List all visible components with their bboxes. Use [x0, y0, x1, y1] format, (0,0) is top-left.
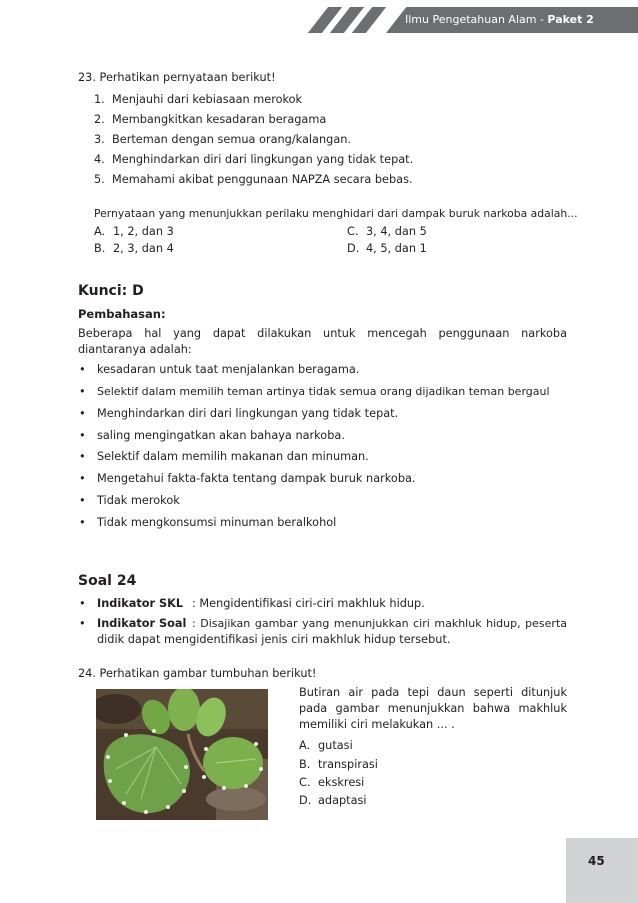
indikator-skl-label: Indikator SKL — [97, 597, 184, 610]
bullet-dot: • — [79, 516, 86, 529]
bullet-dot: • — [79, 429, 86, 442]
discussion-intro: Beberapa hal yang dapat dilakukan untuk mencegah penggunaan narkoba diantaranya adalah: — [78, 327, 567, 356]
q23-prompt: 23. Perhatikan pernyataan berikut! — [78, 71, 276, 84]
q23-option-letter: A. — [94, 225, 106, 238]
bullet-dot: • — [79, 597, 86, 610]
bullet-dot: • — [79, 407, 86, 420]
leaf-illustration — [96, 689, 268, 820]
indikator-soal-text: : Disajikan gambar yang menunjukkan ciri makhluk hidup, peserta — [192, 617, 567, 630]
bullet-dot: • — [79, 385, 86, 398]
page-number: 45 — [588, 854, 605, 868]
page-number-box — [566, 838, 638, 903]
discussion-bullet: Selektif dalam memilih teman artinya tidak semua orang dijadikan teman bergaul — [97, 385, 550, 398]
answer-key: Kunci: D — [78, 283, 144, 299]
q24-option-b: transpirasi — [318, 758, 378, 771]
q23-question: Pernyataan yang menunjukkan perilaku menghidari dari dampak buruk narkoba adalah... — [94, 207, 578, 220]
soal-24-title: Soal 24 — [78, 573, 137, 589]
q23-option-letter: B. — [94, 242, 106, 255]
indikator-soal-label: Indikator Soal — [97, 617, 187, 630]
header-package: Paket 2 — [547, 13, 594, 26]
bullet-dot: • — [79, 363, 86, 376]
q23-statement-num: 1. — [94, 93, 105, 106]
q24-option-c: ekskresi — [318, 776, 365, 789]
bullet-dot: • — [79, 450, 86, 463]
q24-option-d: adaptasi — [318, 794, 367, 807]
q24-option-letter: A. — [299, 739, 311, 752]
q23-statement: Berteman dengan semua orang/kalangan. — [112, 133, 351, 146]
q23-option-letter: C. — [347, 225, 359, 238]
q23-option-a: 1, 2, dan 3 — [113, 225, 174, 238]
discussion-title: Pembahasan: — [78, 307, 166, 321]
q23-option-d: 4, 5, dan 1 — [366, 242, 427, 255]
q23-statement: Menjauhi dari kebiasaan merokok — [112, 93, 303, 106]
q24-question: Butiran air pada tepi daun seperti ditunjuk pada gambar menunjukkan bahwa makhluk memiliki ciri melakukan ... . — [299, 686, 567, 731]
header-title — [405, 13, 594, 26]
discussion-bullet: Menghindarkan diri dari lingkungan yang tidak tepat. — [97, 407, 399, 420]
plant-photo — [96, 689, 268, 820]
discussion-bullet: Selektif dalam memilih makanan dan minuman. — [97, 450, 369, 463]
discussion-bullet: saling mengingatkan akan bahaya narkoba. — [97, 429, 345, 442]
q23-statement: Membangkitkan kesadaran beragama — [112, 113, 327, 126]
q24-option-a: gutasi — [318, 739, 353, 752]
q24-option-letter: D. — [299, 794, 312, 807]
q23-statement-num: 3. — [94, 133, 105, 146]
discussion-bullet: Tidak merokok — [97, 494, 180, 507]
q23-statement-num: 2. — [94, 113, 105, 126]
bullet-dot: • — [79, 472, 86, 485]
q24-option-letter: C. — [299, 776, 311, 789]
indikator-soal-continuation: didik dapat mengidentifikasi jenis ciri makhluk hidup tersebut. — [97, 633, 451, 646]
q24-prompt: 24. Perhatikan gambar tumbuhan berikut! — [78, 667, 317, 680]
q24-option-letter: B. — [299, 758, 311, 771]
header-subject: Ilmu Pengetahuan Alam - — [405, 13, 548, 26]
discussion-bullet: kesadaran untuk taat menjalankan beragama. — [97, 363, 360, 376]
q23-option-c: 3, 4, dan 5 — [366, 225, 427, 238]
q23-option-b: 2, 3, dan 4 — [113, 242, 174, 255]
bullet-dot: • — [79, 617, 86, 630]
discussion-bullet: Tidak mengkonsumsi minuman beralkohol — [97, 516, 337, 529]
q23-statement-num: 5. — [94, 173, 105, 186]
discussion-bullet: Mengetahui fakta-fakta tentang dampak buruk narkoba. — [97, 472, 416, 485]
indikator-skl-text: : Mengidentifikasi ciri-ciri makhluk hidup. — [192, 597, 425, 610]
q23-option-letter: D. — [347, 242, 360, 255]
q23-statement: Memahami akibat penggunaan NAPZA secara bebas. — [112, 173, 413, 186]
bullet-dot: • — [79, 494, 86, 507]
q23-statement: Menghindarkan diri dari lingkungan yang tidak tepat. — [112, 153, 414, 166]
q23-statement-num: 4. — [94, 153, 105, 166]
